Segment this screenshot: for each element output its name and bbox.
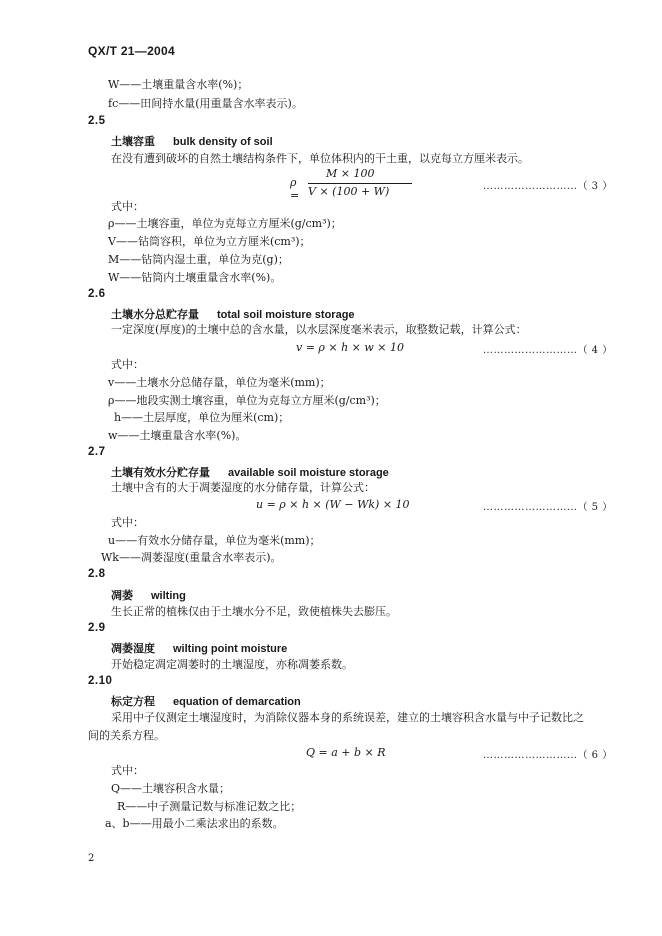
- where-label: 式中：: [111, 764, 144, 777]
- definition-line: W——土壤重量含水率(%)；: [108, 78, 249, 91]
- term-en: bulk density of soil: [173, 136, 273, 148]
- equation-number: ………………………（ 5 ）: [483, 502, 613, 513]
- variable-line: Wk——凋萎湿度(重量含水率表示)。: [101, 551, 282, 564]
- variable-line: h——土层厚度，单位为厘米(cm)；: [114, 411, 290, 424]
- term-heading: [111, 133, 273, 149]
- formula-6: Q = a + b × R: [306, 746, 386, 759]
- equation-number: ………………………（ 4 ）: [483, 345, 613, 356]
- where-label: 式中：: [111, 358, 144, 371]
- term-cn: 土壤容重: [111, 135, 155, 148]
- variable-line: v——土壤水分总储存量，单位为毫米(mm)；: [108, 376, 331, 389]
- term-heading: [111, 587, 186, 603]
- definition-text: 一定深度(厚度)的土壤中总的含水量，以水层深度毫米表示，取整数记载，计算公式：: [111, 323, 527, 336]
- definition-text: 间的关系方程。: [88, 729, 165, 742]
- fraction-bar: [308, 183, 412, 184]
- term-cn: 凋萎湿度: [111, 642, 155, 655]
- term-heading: [111, 640, 287, 656]
- equation-number: ………………………（ 6 ）: [483, 750, 613, 761]
- term-en: wilting point moisture: [173, 643, 288, 655]
- definition-text: 生长正常的植株仅由于土壤水分不足，致使植株失去膨压。: [111, 605, 397, 618]
- standard-header: QX/T 21—2004: [88, 44, 175, 58]
- section-number: 2.8: [88, 568, 106, 580]
- section-number: 2.5: [88, 115, 106, 127]
- term-en: total soil moisture storage: [217, 309, 355, 321]
- term-cn: 土壤有效水分贮存量: [111, 466, 210, 479]
- formula-lhs: ρ =: [290, 176, 300, 202]
- term-heading: [111, 693, 301, 709]
- variable-line: M——钻筒内湿土重，单位为克(g)；: [108, 253, 289, 266]
- variable-line: u——有效水分储存量，单位为毫米(mm)；: [108, 534, 321, 547]
- term-en: equation of demarcation: [173, 696, 301, 708]
- where-label: 式中：: [111, 516, 144, 529]
- term-heading: [111, 306, 355, 322]
- term-heading: [111, 464, 389, 480]
- formula-denominator: V × (100 + W): [308, 185, 390, 198]
- variable-line: w——土壤重量含水率(%)。: [108, 429, 247, 442]
- definition-text: 在没有遭到破坏的自然土壤结构条件下，单位体积内的干土重，以克每立方厘米表示。: [111, 152, 529, 165]
- where-label: 式中：: [111, 200, 144, 213]
- term-en: wilting: [151, 590, 186, 602]
- variable-line: a、b——用最小二乘法求出的系数。: [105, 817, 284, 830]
- formula-4: v = ρ × h × w × 10: [296, 341, 405, 354]
- variable-line: ρ——地段实测土壤容重，单位为克每立方厘米(g/cm³)；: [108, 394, 386, 407]
- definition-text: 土壤中含有的大于凋萎湿度的水分储存量，计算公式：: [111, 481, 375, 494]
- formula-numerator: M × 100: [326, 167, 375, 180]
- page-number: 2: [88, 853, 95, 864]
- definition-text: 开始稳定凋定凋萎时的土壤湿度，亦称凋萎系数。: [111, 658, 353, 671]
- section-number: 2.10: [88, 675, 113, 687]
- variable-line: R——中子测量记数与标准记数之比；: [117, 800, 302, 813]
- formula-5: u = ρ × h × (W − Wk) × 10: [256, 498, 410, 511]
- variable-line: Q——土壤容积含水量；: [111, 782, 231, 795]
- variable-line: ρ——土壤容重，单位为克每立方厘米(g/cm³)；: [108, 217, 342, 230]
- term-cn: 凋萎: [111, 589, 133, 602]
- term-en: available soil moisture storage: [228, 467, 389, 479]
- term-cn: 土壤水分总贮存量: [111, 308, 199, 321]
- term-cn: 标定方程: [111, 695, 155, 708]
- definition-text: 采用中子仪测定土壤湿度时，为消除仪器本身的系统误差，建立的土壤容积含水量与中子记数比之: [111, 711, 584, 724]
- definition-line: fc——田间持水量(用重量含水率表示)。: [108, 97, 303, 110]
- variable-line: V——钻筒容积，单位为立方厘米(cm³)；: [108, 235, 311, 248]
- variable-line: W——钻筒内土壤重量含水率(%)。: [108, 271, 282, 284]
- section-number: 2.6: [88, 288, 106, 300]
- section-number: 2.9: [88, 622, 106, 634]
- equation-number: ………………………（ 3 ）: [483, 181, 613, 192]
- section-number: 2.7: [88, 446, 106, 458]
